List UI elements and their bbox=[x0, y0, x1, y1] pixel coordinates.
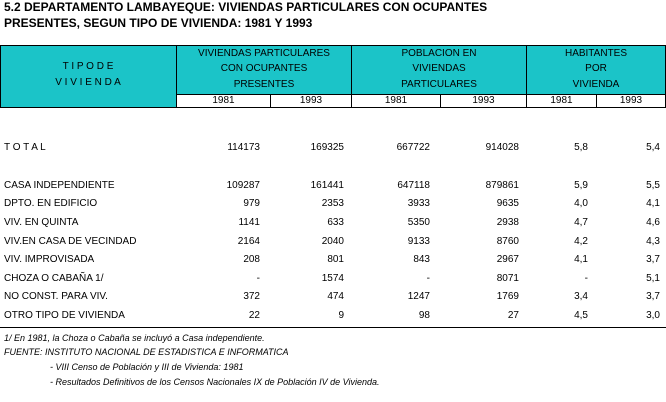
header-viviendas-line-2: CON OCUPANTES bbox=[220, 63, 308, 74]
source-item-2: - Resultados Definitivos de los Censos Nacionales IX de Población IV de Vivienda. bbox=[50, 377, 380, 387]
cell-viv-1981: 979 bbox=[243, 198, 260, 209]
table-title-line-1: 5.2 DEPARTAMENTO LAMBAYEQUE: VIVIENDAS PARTICULARES CON OCUPANTES bbox=[4, 0, 488, 14]
cell-hab-1981: 4,7 bbox=[574, 217, 588, 228]
source-line: FUENTE: INSTITUTO NACIONAL DE ESTADISTICA E INFORMATICA bbox=[4, 347, 289, 357]
year-1981-viviendas: 1981 bbox=[177, 95, 270, 107]
row-label: VIV.EN CASA DE VECINDAD bbox=[4, 236, 137, 247]
header-poblacion-line-2: VIVIENDAS bbox=[412, 63, 466, 74]
header-habitantes-line-3: VIVIENDA bbox=[572, 79, 620, 90]
cell-hab-1981: 4,2 bbox=[574, 236, 588, 247]
cell-pob-1981: 98 bbox=[418, 310, 430, 321]
table-row bbox=[0, 197, 666, 211]
cell-pob-1993: 2967 bbox=[496, 254, 519, 265]
cell-pob-1993: 914028 bbox=[485, 142, 519, 153]
table-row-total bbox=[0, 141, 666, 155]
header-habitantes-line-2: POR bbox=[585, 63, 607, 74]
cell-pob-1981: 647118 bbox=[397, 180, 430, 191]
row-label: DPTO. EN EDIFICIO bbox=[4, 198, 98, 209]
cell-viv-1993: 169325 bbox=[310, 142, 344, 153]
cell-viv-1993: 9 bbox=[338, 310, 344, 321]
cell-viv-1981: 2164 bbox=[237, 236, 260, 247]
cell-viv-1981: 1141 bbox=[238, 217, 260, 228]
table-row bbox=[0, 235, 666, 249]
cell-viv-1993: 633 bbox=[327, 217, 344, 228]
table-title-line-2: PRESENTES, SEGUN TIPO DE VIVIENDA: 1981 Y 1993 bbox=[4, 16, 313, 30]
source-item-1: - VIII Censo de Población y III de Vivienda: 1981 bbox=[50, 362, 244, 372]
cell-viv-1981: 208 bbox=[243, 254, 260, 265]
cell-pob-1981: 5350 bbox=[407, 217, 430, 228]
cell-pob-1981: 9133 bbox=[407, 236, 430, 247]
cell-viv-1993: 474 bbox=[327, 291, 344, 302]
year-1981-poblacion: 1981 bbox=[352, 95, 440, 107]
cell-hab-1981: 5,9 bbox=[574, 180, 588, 191]
table-row bbox=[0, 216, 666, 230]
table-row bbox=[0, 309, 666, 323]
cell-hab-1993: 3,7 bbox=[646, 254, 660, 265]
cell-pob-1981: - bbox=[426, 273, 430, 284]
header-tipo-line-1: T I P O D E bbox=[62, 61, 114, 72]
header-poblacion-line-1: POBLACION EN bbox=[401, 48, 477, 59]
header-viviendas-line-3: PRESENTES bbox=[233, 79, 295, 90]
row-label: VIV. EN QUINTA bbox=[4, 217, 79, 228]
cell-pob-1993: 9635 bbox=[496, 198, 519, 209]
cell-pob-1981: 3933 bbox=[407, 198, 430, 209]
cell-hab-1993: 4,6 bbox=[646, 217, 660, 228]
cell-hab-1981: 4,1 bbox=[574, 254, 588, 265]
cell-hab-1981: 4,0 bbox=[574, 198, 588, 209]
year-1993-habitantes: 1993 bbox=[597, 95, 665, 107]
cell-pob-1993: 8071 bbox=[496, 273, 519, 284]
cell-viv-1981: 22 bbox=[248, 310, 260, 321]
cell-hab-1993: 3,0 bbox=[646, 310, 660, 321]
header-viviendas-line-1: VIVIENDAS PARTICULARES bbox=[198, 48, 330, 59]
cell-hab-1993: 4,1 bbox=[646, 198, 660, 209]
header-tipo-line-2: V I V I E N D A bbox=[55, 77, 121, 88]
cell-hab-1993: 5,5 bbox=[646, 180, 660, 191]
cell-hab-1981: 3,4 bbox=[574, 291, 588, 302]
table-row bbox=[0, 179, 666, 193]
table-row bbox=[0, 272, 666, 286]
cell-viv-1993: 1574 bbox=[321, 273, 344, 284]
cell-viv-1993: 161441 bbox=[310, 180, 344, 191]
header-bottom-rule bbox=[0, 107, 666, 108]
cell-pob-1993: 1769 bbox=[496, 291, 519, 302]
cell-hab-1993: 4,3 bbox=[646, 236, 660, 247]
table-row bbox=[0, 290, 666, 304]
cell-viv-1993: 801 bbox=[327, 254, 344, 265]
year-1993-poblacion: 1993 bbox=[441, 95, 526, 107]
cell-pob-1981: 843 bbox=[413, 254, 430, 265]
cell-hab-1993: 3,7 bbox=[646, 291, 660, 302]
cell-hab-1993: 5,1 bbox=[646, 273, 660, 284]
cell-pob-1993: 8760 bbox=[496, 236, 519, 247]
cell-hab-1981: 5,8 bbox=[574, 142, 588, 153]
cell-pob-1993: 2938 bbox=[496, 217, 519, 228]
year-1993-viviendas: 1993 bbox=[271, 95, 351, 107]
row-label: CASA INDEPENDIENTE bbox=[4, 180, 115, 191]
cell-viv-1981: 372 bbox=[243, 291, 260, 302]
cell-viv-1981: - bbox=[256, 273, 260, 284]
cell-pob-1981: 667722 bbox=[396, 142, 430, 153]
cell-viv-1981: 109287 bbox=[226, 180, 260, 191]
cell-viv-1993: 2040 bbox=[321, 236, 344, 247]
cell-pob-1981: 1247 bbox=[407, 291, 430, 302]
cell-viv-1981: 114173 bbox=[227, 142, 260, 153]
row-label: CHOZA O CABAÑA 1/ bbox=[4, 273, 104, 284]
cell-viv-1993: 2353 bbox=[321, 198, 344, 209]
row-label: T O T A L bbox=[4, 142, 46, 153]
cell-hab-1981: 4,5 bbox=[574, 310, 588, 321]
row-label: OTRO TIPO DE VIVIENDA bbox=[4, 310, 125, 321]
cell-hab-1981: - bbox=[584, 273, 588, 284]
header-habitantes-line-1: HABITANTES bbox=[564, 48, 628, 59]
header-top-rule bbox=[0, 45, 666, 46]
cell-pob-1993: 27 bbox=[507, 310, 519, 321]
year-1981-habitantes: 1981 bbox=[527, 95, 596, 107]
table-row bbox=[0, 253, 666, 267]
footnote-1: 1/ En 1981, la Choza o Cabaña se incluyó a Casa independiente. bbox=[4, 333, 265, 343]
row-label: VIV. IMPROVISADA bbox=[4, 254, 95, 265]
table-bottom-rule bbox=[0, 327, 666, 328]
row-label: NO CONST. PARA VIV. bbox=[4, 291, 108, 302]
header-poblacion-line-3: PARTICULARES bbox=[401, 79, 477, 90]
cell-pob-1993: 879861 bbox=[485, 180, 519, 191]
cell-hab-1993: 5,4 bbox=[646, 142, 660, 153]
